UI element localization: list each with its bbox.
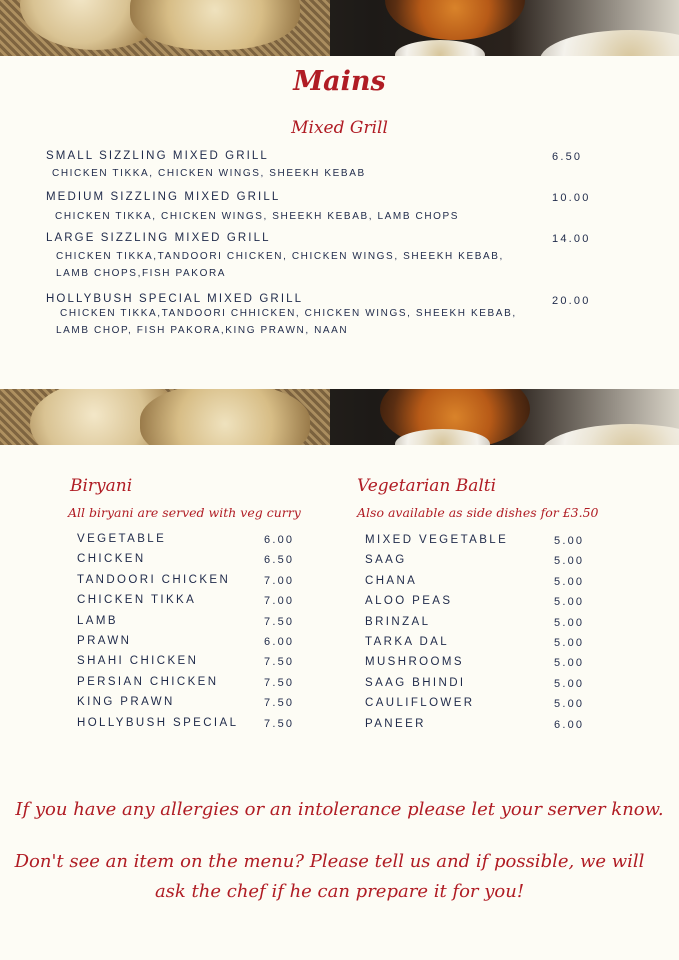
menu-item-name: HOLLYBUSH SPECIAL [77,716,239,729]
menu-item-price: 7.00 [264,595,295,608]
menu-item-price: 5.00 [554,616,585,629]
menu-item-name: CHICKEN [77,553,146,566]
menu-item-name: SAAG [365,554,407,567]
menu-item-name: PRAWN [77,635,132,647]
menu-item-name: CAULIFLOWER [365,697,475,710]
menu-item-price: 10.00 [552,192,591,204]
menu-item-price: 5.00 [554,657,585,670]
menu-item-name: TARKA DAL [365,636,450,648]
menu-item-price: 6.00 [554,718,585,731]
menu-item-price: 7.00 [264,574,295,587]
menu-item-name: BRINZAL [365,615,431,628]
menu-item-price: 5.00 [554,596,585,609]
menu-item-name: MUSHROOMS [365,656,464,669]
menu-item-price: 5.00 [554,698,585,711]
menu-item-name: CHANA [365,574,418,587]
menu-item-name: MIXED VEGETABLE [365,534,509,546]
menu-item-name: TANDOORI CHICKEN [77,573,231,586]
menu-item-price: 7.50 [264,615,295,628]
mixed-grill-heading: Mixed Grill [291,118,388,138]
menu-item-price: 6.00 [264,636,295,648]
menu-item-price: 14.00 [552,233,591,245]
menu-item-name: LAMB [77,614,118,627]
menu-item-name: CHICKEN TIKKA [77,594,197,607]
biryani-heading: Biryani [70,476,133,496]
menu-item-name: SMALL SIZZLING MIXED GRILL [46,150,269,162]
page-title: Mains [293,66,386,97]
menu-item-price: 6.50 [264,554,295,567]
menu-item-price: 5.00 [554,555,585,568]
menu-item-name: ALOO PEAS [365,595,453,608]
menu-item-price: 20.00 [552,295,591,307]
menu-item-price: 5.00 [554,535,585,547]
menu-item-price: 7.50 [264,656,295,669]
menu-item-description: CHICKEN TIKKA, CHICKEN WINGS, SHEEKH KEBAB [52,168,366,179]
menu-item-name: PERSIAN CHICKEN [77,675,219,688]
menu-item-name: VEGETABLE [77,533,167,545]
menu-item-name: SAAG BHINDI [365,676,466,689]
menu-item-price: 6.00 [264,534,295,546]
menu-item-name: PANEER [365,717,426,730]
menu-item-name: LARGE SIZZLING MIXED GRILL [46,232,271,244]
menu-item-price: 7.50 [264,717,295,730]
menu-item-price: 5.00 [554,677,585,690]
menu-item-description: CHICKEN TIKKA,TANDOORI CHHICKEN, CHICKEN WINGS, SHEEKH KEBAB, LAMB CHOP, FISH PAKORA,KING PRAWN, NAAN [56,308,517,336]
menu-item-price: 5.00 [554,575,585,588]
allergy-notice: If you have any allergies or an intolerance please let your server know. [15,799,664,820]
menu-item-name: MEDIUM SIZZLING MIXED GRILL [46,191,281,203]
food-photo-banner-middle [0,389,679,445]
menu-item-price: 7.50 [264,676,295,689]
menu-item-description: CHICKEN TIKKA, CHICKEN WINGS, SHEEKH KEBAB, LAMB CHOPS [55,211,460,222]
menu-item-price: 5.00 [554,637,585,649]
veg-balti-heading: Vegetarian Balti [357,476,497,496]
food-photo-banner-top [0,0,679,56]
biryani-note: All biryani are served with veg curry [68,505,301,520]
menu-item-name: SHAHI CHICKEN [77,655,199,668]
veg-balti-note: Also available as side dishes for £3.50 [357,505,599,520]
menu-item-name: HOLLYBUSH SPECIAL MIXED GRILL [46,293,304,305]
request-notice-line1: Don't see an item on the menu? Please tell us and if possible, we will [14,851,645,872]
menu-item-price: 6.50 [552,151,583,163]
menu-item-name: KING PRAWN [77,696,175,709]
menu-item-description: CHICKEN TIKKA,TANDOORI CHICKEN, CHICKEN WINGS, SHEEKH KEBAB, LAMB CHOPS,FISH PAKORA [56,251,504,279]
menu-item-price: 7.50 [264,697,295,710]
request-notice-line2: ask the chef if he can prepare it for you! [154,881,525,902]
